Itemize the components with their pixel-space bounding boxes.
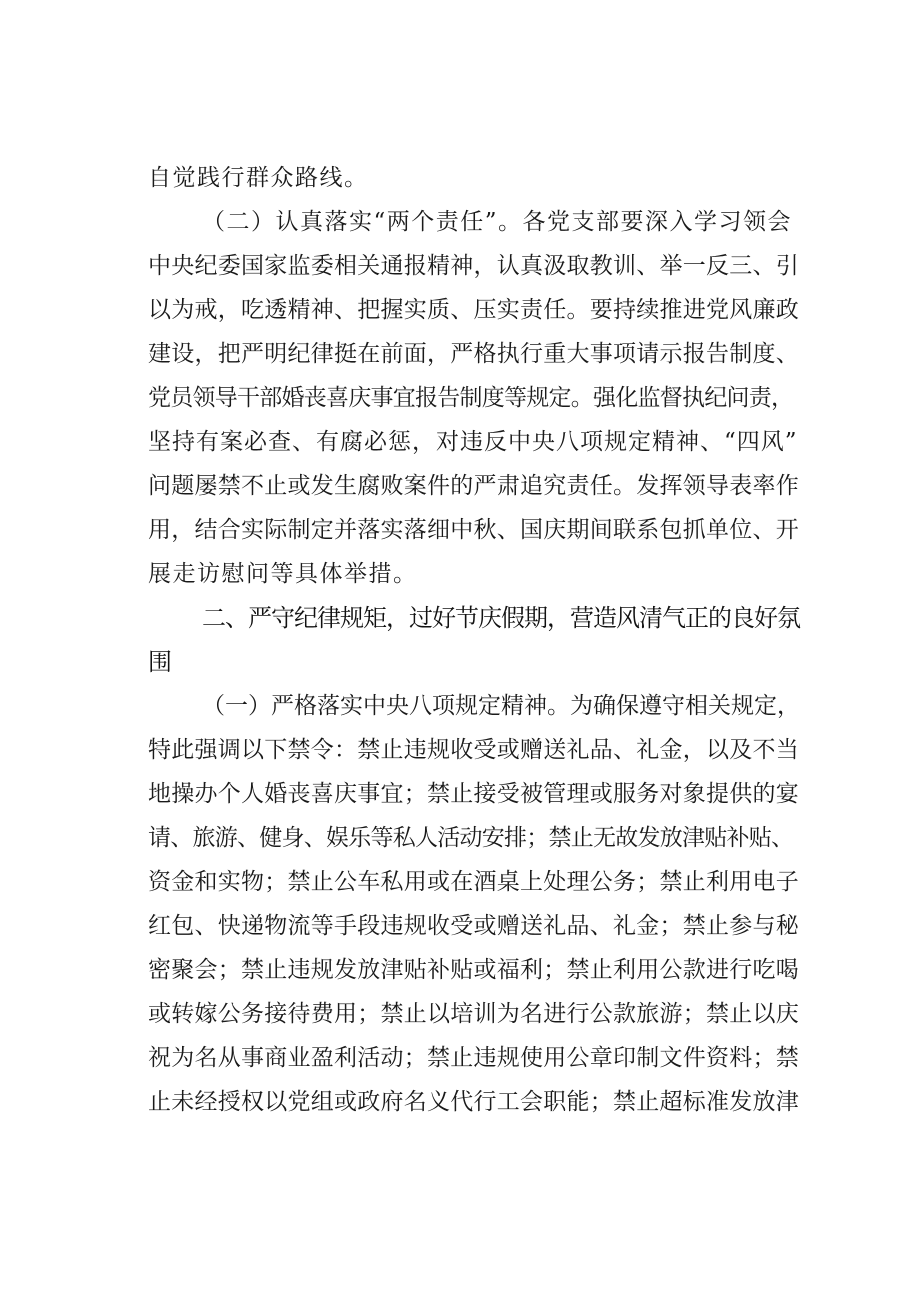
paragraph-line: 密聚会；禁止违规发放津贴补贴或福利；禁止利用公款进行吃喝 (148, 957, 799, 983)
paragraph-line: 自觉践行群众路线。 (148, 165, 369, 191)
paragraph-line: 建设，把严明纪律挺在前面，严格执行重大事项请示报告制度、 (148, 341, 799, 367)
paragraph-line: 坚持有案必查、有腐必惩，对违反中央八项规定精神、“四风” (148, 429, 798, 455)
paragraph-line: 以为戒，吃透精神、把握实质、压实责任。要持续推进党风廉政 (148, 297, 799, 323)
paragraph-line: 地操办个人婚丧喜庆事宜；禁止接受被管理或服务对象提供的宴 (148, 781, 799, 807)
paragraph-line: 党员领导干部婚丧喜庆事宜报告制度等规定。强化监督执纪问责， (148, 385, 794, 411)
paragraph-line: 祝为名从事商业盈利活动；禁止违规使用公章印制文件资料；禁 (148, 1045, 799, 1071)
paragraph-line: 中央纪委国家监委相关通报精神，认真汲取教训、举一反三、引 (148, 253, 799, 279)
paragraph-line: 或转嫁公务接待费用；禁止以培训为名进行公款旅游；禁止以庆 (148, 1001, 799, 1027)
paragraph-line: 展走访慰问等具体举措。 (148, 561, 418, 587)
paragraph-line: 红包、快递物流等手段违规收受或赠送礼品、礼金；禁止参与秘 (148, 913, 799, 939)
paragraph-line: （二）认真落实“两个责任”。各党支部要深入学习领会 (202, 209, 793, 235)
paragraph-line: 止未经授权以党组或政府名义代行工会职能；禁止超标准发放津 (148, 1089, 799, 1115)
paragraph-line: 问题屡禁不止或发生腐败案件的严肃追究责任。发挥领导表率作 (148, 473, 799, 499)
paragraph-line: 资金和实物；禁止公车私用或在酒桌上处理公务；禁止利用电子 (148, 869, 799, 895)
paragraph-line: 请、旅游、健身、娱乐等私人活动安排；禁止无故发放津贴补贴、 (148, 825, 794, 851)
paragraph-line: （一）严格落实中央八项规定精神。为确保遵守相关规定， (202, 693, 800, 719)
paragraph-line: 特此强调以下禁令：禁止违规收受或赠送礼品、礼金，以及不当 (148, 737, 799, 763)
paragraph-line: 用，结合实际制定并落实落细中秋、国庆期间联系包抓单位、开 (148, 517, 799, 543)
section-heading-continued: 围 (148, 648, 173, 676)
section-heading: 二、严守纪律规矩，过好节庆假期，营造风清气正的良好氛 (202, 604, 800, 632)
